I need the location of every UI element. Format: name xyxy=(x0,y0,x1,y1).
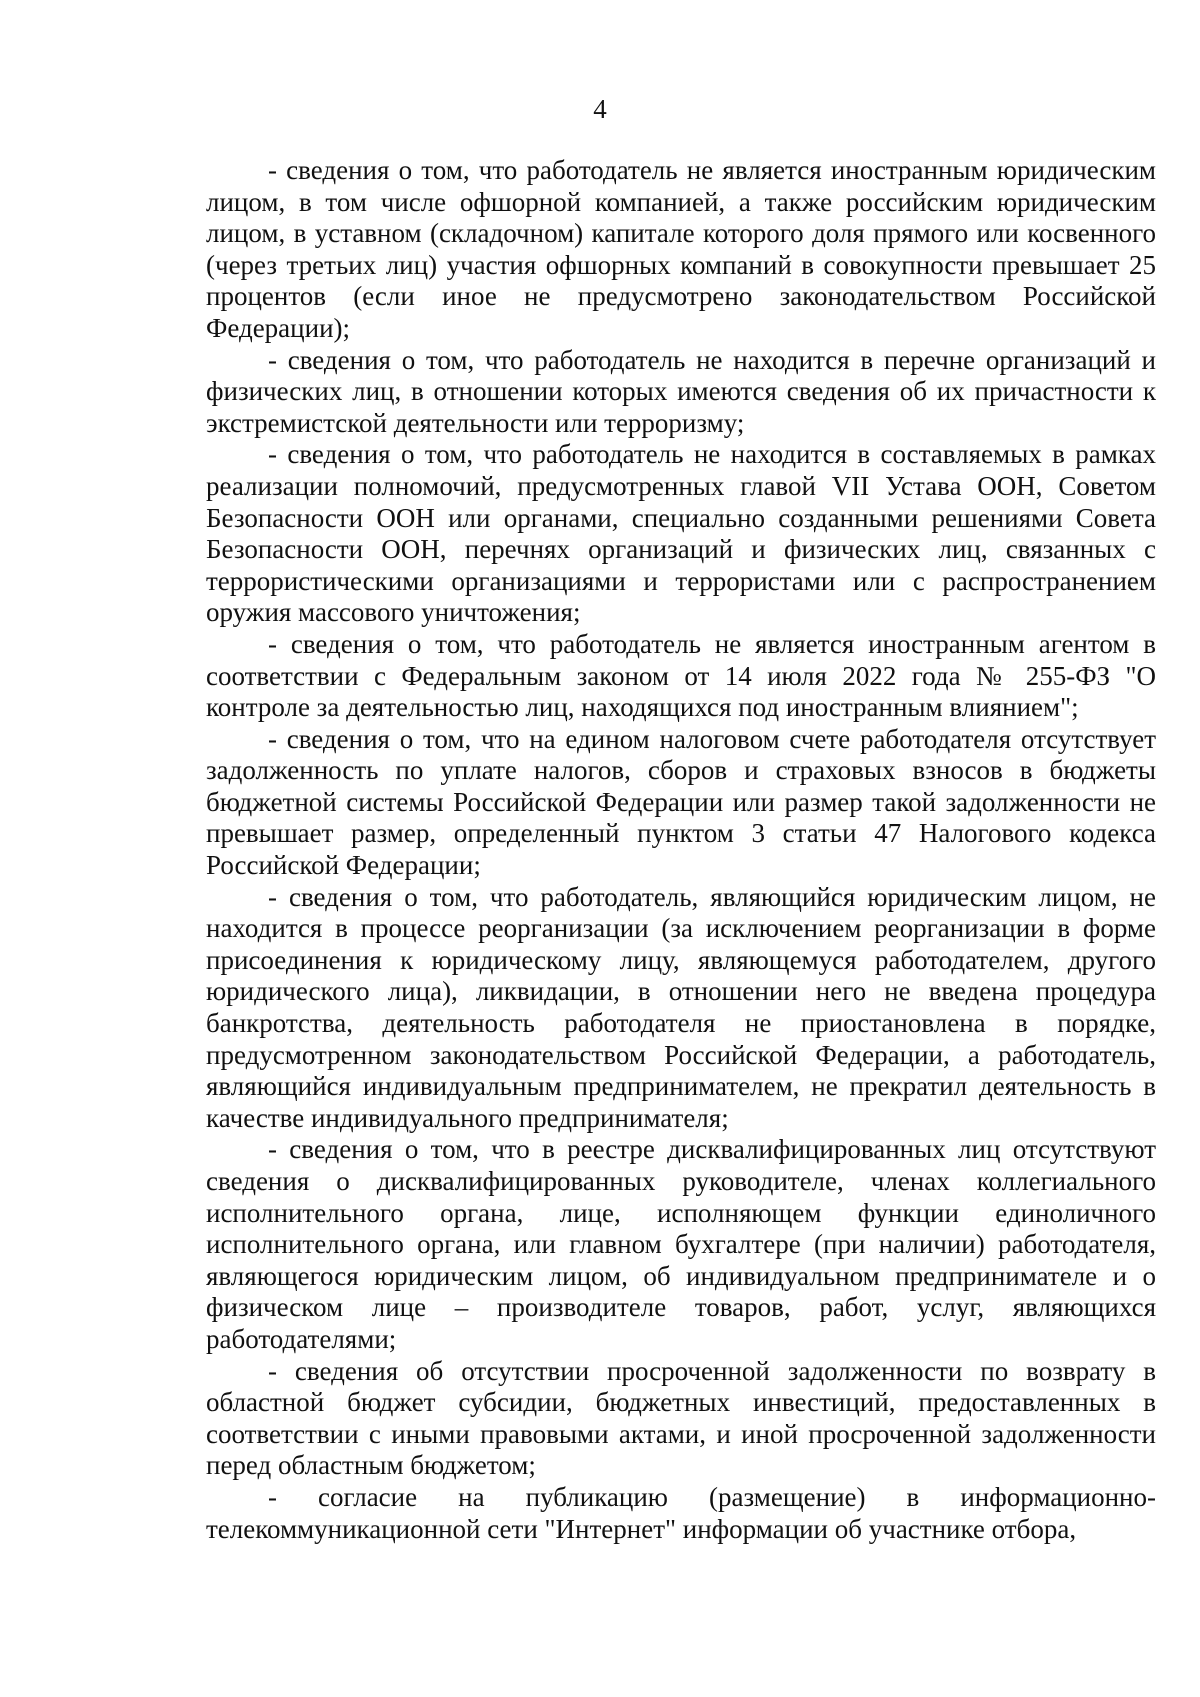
paragraph-publication-consent: - согласие на публикацию (размещение) в информационно-телекоммуникационной сети "Интернет" информации об участнике отбора, xyxy=(206,1481,1156,1544)
paragraph-foreign-agent: - сведения о том, что работодатель не является иностранным агентом в соответствии с Федеральным законом от 14 июля 2022 года № 255-ФЗ "О контроле за деятельностью лиц, находящихся под иностранным влиянием"; xyxy=(206,628,1156,723)
document-body xyxy=(206,155,1156,1545)
paragraph-reorganization: - сведения о том, что работодатель, являющийся юридическим лицом, не находится в процессе реорганизации (за исключением реорганизации в форме присоединения к юридическому лицу, являющемуся работодателем, другого юридического лица), ликвидации, в отношении него не введена процедура банкротства, деятельность работодателя не приостановлена в порядке, предусмотренном законодательством Российской Федерации, а работодатель, являющийся индивидуальным предпринимателем, не прекратил деятельность в качестве индивидуального предпринимателя; xyxy=(206,881,1156,1133)
paragraph-tax-debt: - сведения о том, что на едином налоговом счете работодателя отсутствует задолженность по уплате налогов, сборов и страховых взносов в бюджеты бюджетной системы Российской Федерации или размер такой задолженности не превышает размер, определенный пунктом 3 статьи 47 Налогового кодекса Российской Федерации; xyxy=(206,723,1156,881)
paragraph-offshore: - сведения о том, что работодатель не является иностранным юридическим лицом, в том числе офшорной компанией, а также российским юридическим лицом, в уставном (складочном) капитале которого доля прямого или косвенного (через третьих лиц) участия офшорных компаний в совокупности превышает 25 процентов (если иное не предусмотрено законодательством Российской Федерации); xyxy=(206,155,1156,343)
paragraph-disqualified: - сведения о том, что в реестре дисквалифицированных лиц отсутствуют сведения о дисквалифицированных руководителе, членах коллегиального исполнительного органа, лице, исполняющем функции единоличного исполнительного органа, или главном бухгалтере (при наличии) работодателя, являющегося юридическим лицом, об индивидуальном предпринимателе и о физическом лице – производителе товаров, работ, услуг, являющихся работодателями; xyxy=(206,1134,1156,1354)
paragraph-budget-debt: - сведения об отсутствии просроченной задолженности по возврату в областной бюджет субсидии, бюджетных инвестиций, предоставленных в соответствии с иными правовыми актами, и иной просроченной задолженности перед областным бюджетом; xyxy=(206,1355,1156,1481)
page-number: 4 xyxy=(593,94,607,124)
paragraph-extremism: - сведения о том, что работодатель не находится в перечне организаций и физических лиц, в отношении которых имеются сведения об их причастности к экстремистской деятельности или терроризму; xyxy=(206,344,1156,438)
paragraph-un-lists: - сведения о том, что работодатель не находится в составляемых в рамках реализации полномочий, предусмотренных главой VII Устава ООН, Советом Безопасности ООН или органами, специально созданными решениями Совета Безопасности ООН, перечнях организаций и физических лиц, связанных с террористическими организациями и террористами или с распространением оружия массового уничтожения; xyxy=(206,439,1156,628)
